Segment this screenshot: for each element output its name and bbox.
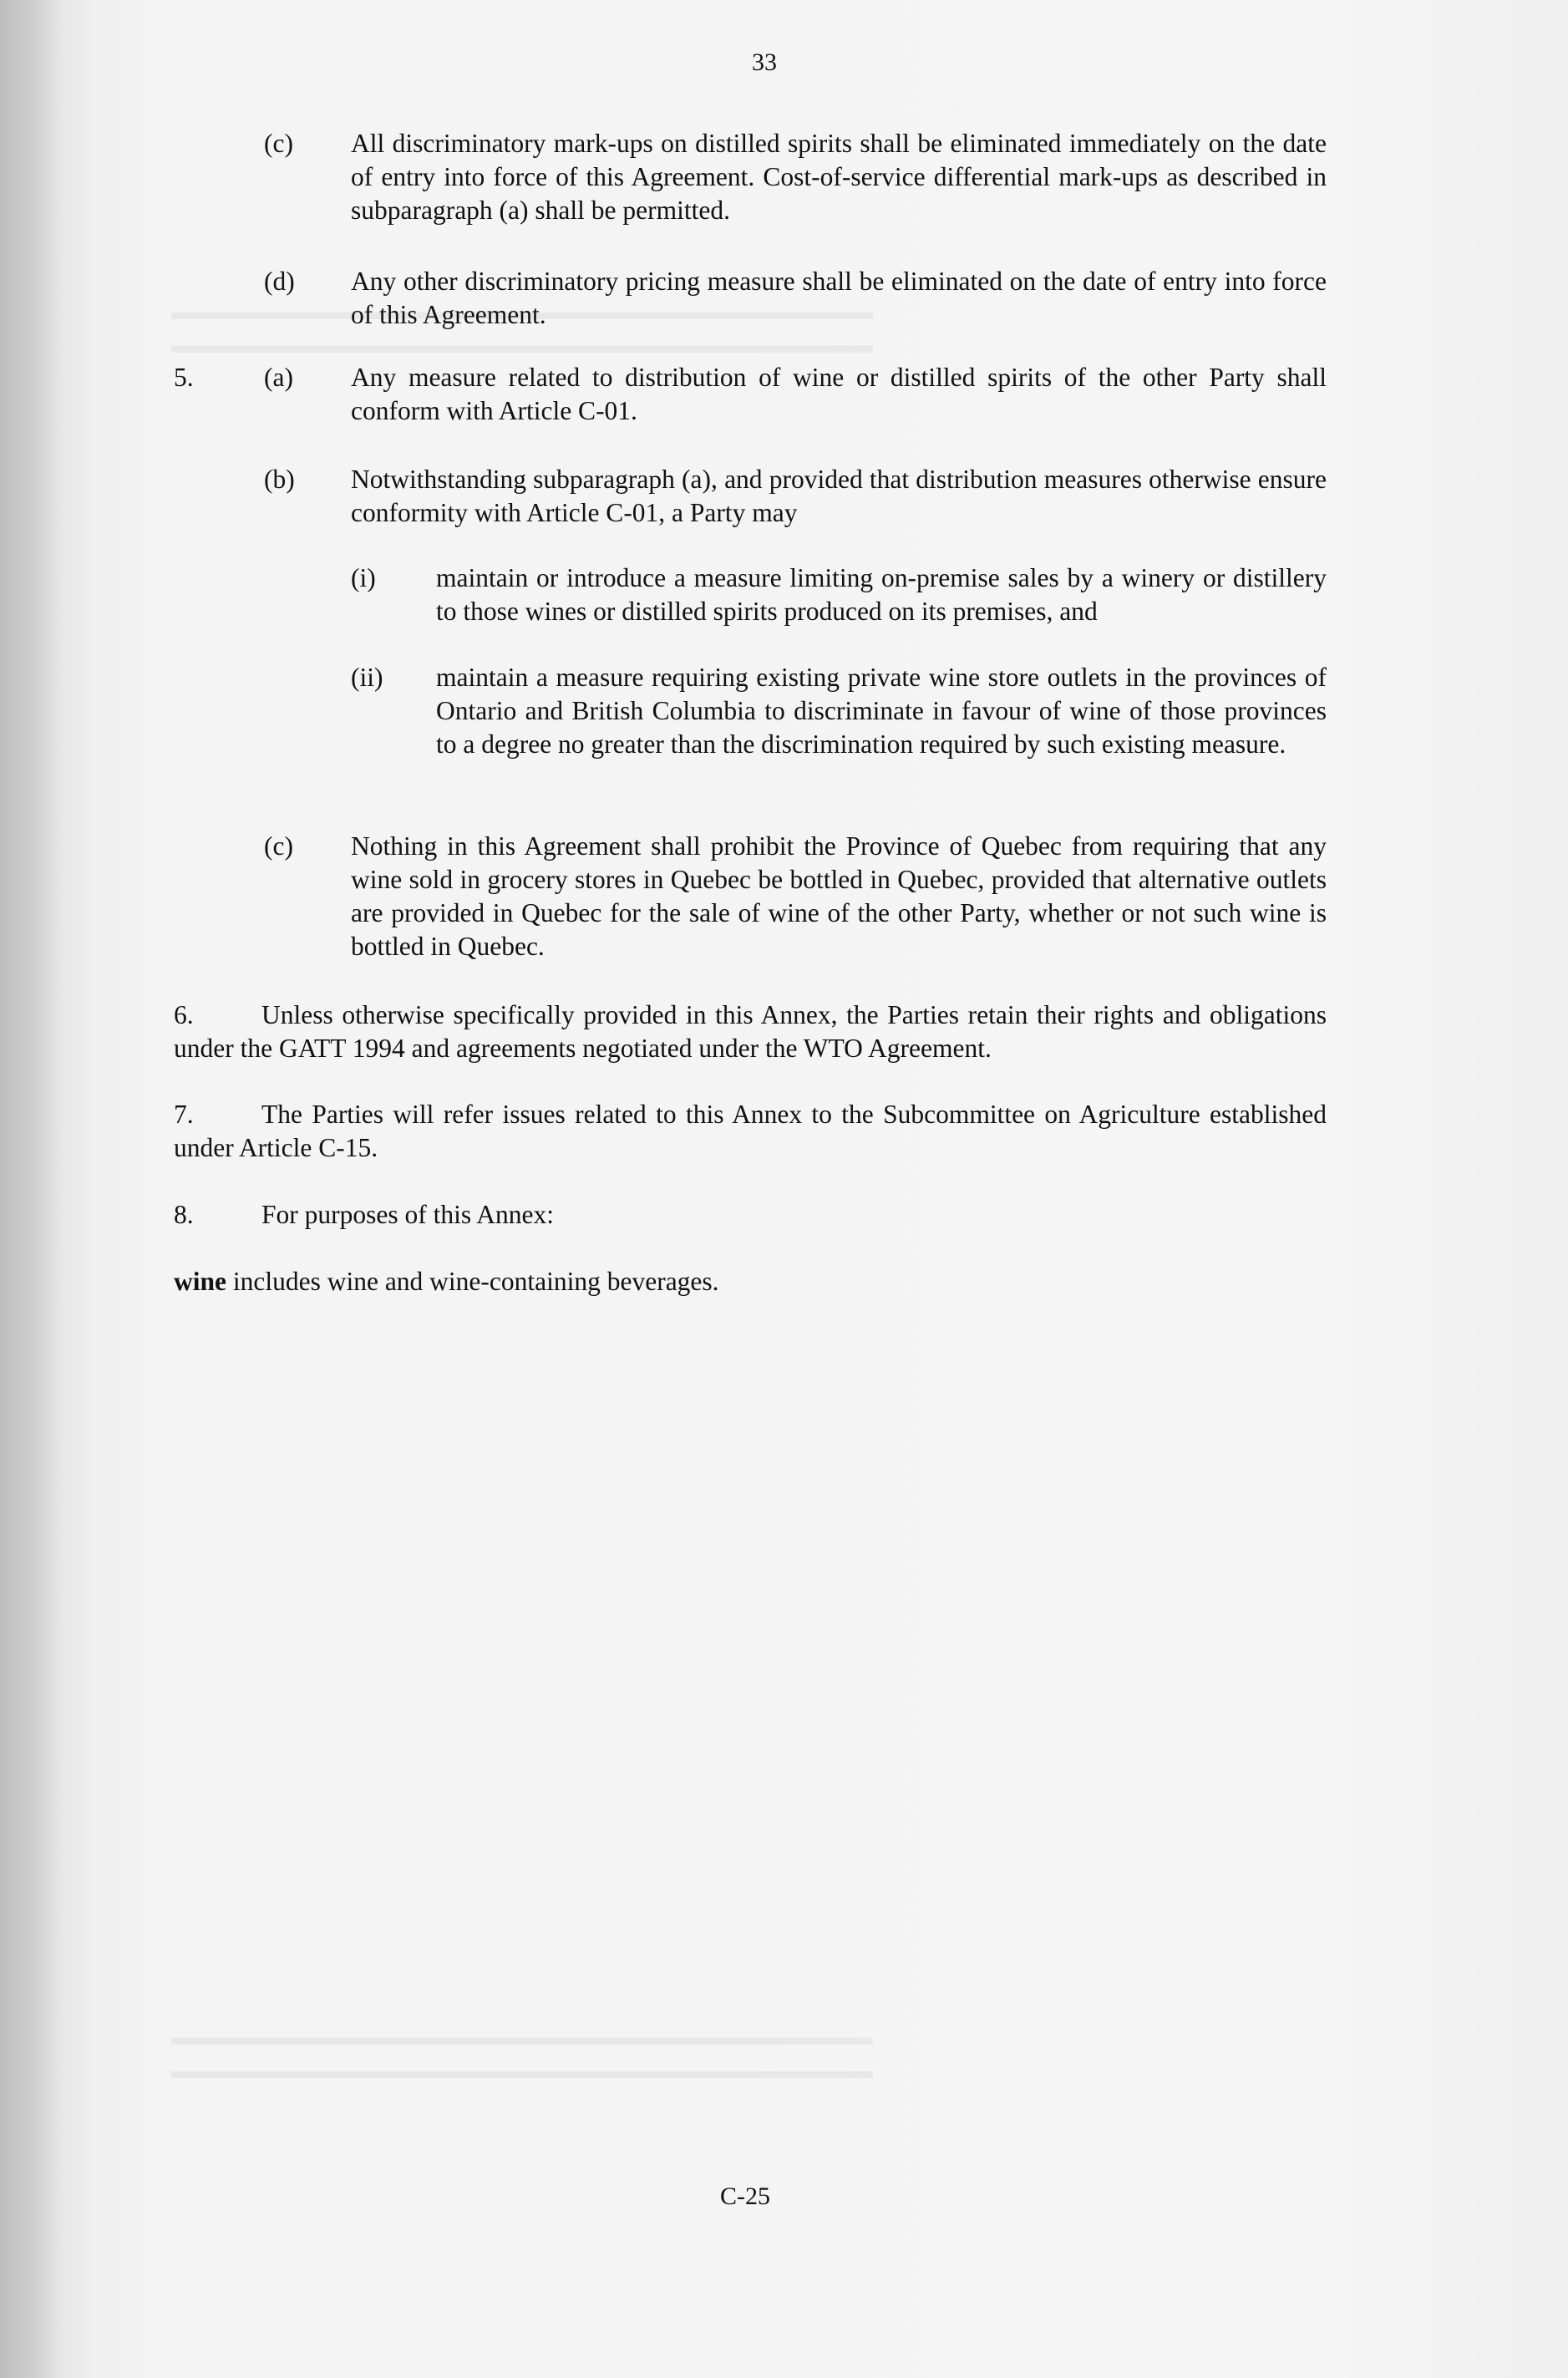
subitem-text-i: maintain or introduce a measure limiting on-premise sales by a winery or distillery to those wines or distilled spirits produced on its premises, and	[436, 563, 1327, 626]
item-text-5c: Nothing in this Agreement shall prohibit the Province of Quebec from requiring that any wine sold in grocery stores in Quebec be bottled in Quebec, provided that alternative outlets are provided in Quebec for the sale of wine of the other Party, whether or not such wine is bottled in Quebec.	[351, 831, 1327, 961]
subitem-text-ii: maintain a measure requiring existing private wine store outlets in the provinces of Ontario and British Columbia to discriminate in favour of wine of those provinces to a degree no greater than the discrimination required by such existing measure.	[436, 663, 1327, 759]
page-number: 33	[752, 48, 777, 76]
paragraph-6	[174, 998, 1327, 1065]
definition-text: includes wine and wine-containing beverages.	[226, 1267, 719, 1296]
item-label-5c: (c)	[264, 831, 293, 861]
paragraph-number-6: 6.	[174, 1000, 194, 1029]
paragraph-text-7: The Parties will refer issues related to this Annex to the Subcommittee on Agriculture established under Article C-15.	[174, 1100, 1327, 1162]
paragraph-number-5: 5.	[174, 363, 194, 392]
item-label-5a: (a)	[264, 363, 293, 392]
definition-term: wine	[174, 1267, 226, 1296]
paragraph-7	[174, 1098, 1327, 1165]
item-text-5a: Any measure related to distribution of wine or distilled spirits of the other Party shall conform with Article C-01.	[351, 363, 1327, 425]
paragraph-number-8: 8.	[174, 1200, 194, 1229]
paragraph-text-8: For purposes of this Annex:	[261, 1200, 554, 1229]
item-text-5b: Notwithstanding subparagraph (a), and provided that distribution measures otherwise ensure conformity with Article C-01, a Party may	[351, 465, 1327, 527]
paragraph-text-6: Unless otherwise specifically provided in this Annex, the Parties retain their rights and obligations under the GATT 1994 and agreements negotiated under the WTO Agreement.	[174, 1000, 1327, 1063]
item-text-4d: Any other discriminatory pricing measure shall be eliminated on the date of entry into force of this Agreement.	[351, 267, 1327, 329]
item-label-4d: (d)	[264, 267, 295, 296]
item-label-5b: (b)	[264, 465, 295, 494]
item-label-4c: (c)	[264, 129, 293, 158]
paragraph-number-7: 7.	[174, 1100, 194, 1129]
subitem-label-i: (i)	[351, 563, 376, 592]
paragraph-8	[174, 1198, 1327, 1232]
item-text-4c: All discriminatory mark-ups on distilled spirits shall be eliminated immediately on the date of entry into force of this Agreement. Cost-of-service differential mark-ups as described in subparagraph (a) shall be permitted.	[351, 129, 1327, 225]
definition-wine	[174, 1265, 1327, 1298]
page-footer-label: C-25	[720, 2182, 770, 2210]
subitem-label-ii: (ii)	[351, 663, 383, 692]
